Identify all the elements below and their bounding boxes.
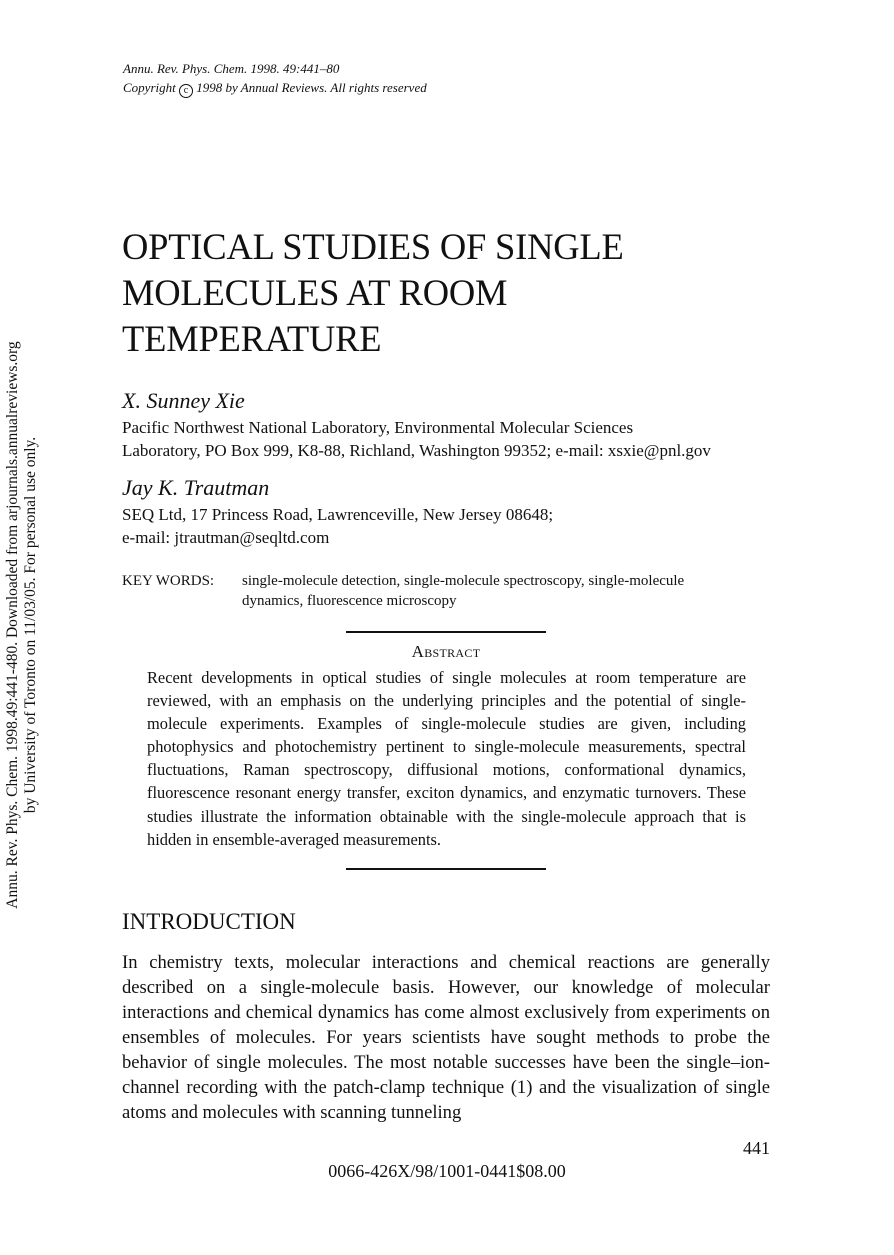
title-line: TEMPERATURE — [122, 318, 382, 359]
title-line: OPTICAL STUDIES OF SINGLE — [122, 226, 624, 267]
article-title — [122, 224, 822, 362]
download-sidebar — [4, 305, 40, 945]
copyright-line — [123, 78, 427, 98]
affiliation-line: Pacific Northwest National Laboratory, Environmental Molecular Sciences — [122, 418, 634, 437]
author-name: Jay K. Trautman — [122, 475, 270, 500]
copyright-label: Copyright — [123, 80, 176, 95]
copyright-text: 1998 by Annual Reviews. All rights reserved — [196, 80, 427, 95]
abstract-bottom-rule — [346, 868, 546, 870]
keywords-label: KEY WORDS: — [122, 573, 215, 589]
affiliation-line: e-mail: jtrautman@seqltd.com — [122, 528, 330, 547]
affiliation-line: SEQ Ltd, 17 Princess Road, Lawrenceville, New Jersey 08648; — [122, 505, 554, 524]
journal-citation: Annu. Rev. Phys. Chem. 1998. 49:441–80 — [123, 61, 340, 76]
keywords-text: single-molecule detection, single-molecule spectroscopy, single-molecule dynamics, fluorescence microscopy — [242, 573, 685, 609]
copyright-symbol: c — [179, 84, 193, 98]
introduction-body: In chemistry texts, molecular interactions and chemical reactions are generally described on a single-molecule basis. However, our knowledge of molecular interactions and chemical dynamics has come almost exclusively from experiments on ensembles of molecules. For years scientists have sought methods to probe the behavior of single molecules. The most notable successes have been the single–ion-channel recording with the patch-clamp technique (1) and the visualization of single atoms and molecules with scanning tunneling — [122, 952, 770, 1123]
journal-header — [123, 59, 427, 98]
abstract-heading: Abstract — [411, 642, 481, 661]
author-name: X. Sunney Xie — [122, 388, 245, 413]
footer-code: 0066-426X/98/1001-0441$08.00 — [328, 1161, 566, 1181]
sidebar-line: by University of Toronto on 11/03/05. For personal use only. — [22, 436, 39, 814]
page-number: 441 — [743, 1138, 770, 1158]
section-heading: INTRODUCTION — [122, 909, 296, 934]
abstract-body: Recent developments in optical studies of single molecules at room temperature are reviewed, with an emphasis on the underlying principles and the potential of single-molecule experiments. Examples of single-molecule studies are given, including photophysics and photochemistry pertinent to single-molecule measurements, spectral fluctuations, Raman spectroscopy, diffusional motions, conformational dynamics, fluorescence resonant energy transfer, exciton dynamics, and enzymatic turnovers. These studies illustrate the information obtainable with the single-molecule approach that is hidden in ensemble-averaged measurements. — [147, 668, 746, 849]
keywords-block — [122, 571, 782, 611]
sidebar-line: Annu. Rev. Phys. Chem. 1998.49:441-480. Downloaded from arjournals.annualreviews.org — [4, 341, 21, 909]
affiliation-line: Laboratory, PO Box 999, K8-88, Richland, Washington 99352; e-mail: xsxie@pnl.gov — [122, 441, 711, 460]
author-affiliation — [122, 416, 782, 462]
author-affiliation — [122, 503, 782, 549]
title-line: MOLECULES AT ROOM — [122, 272, 508, 313]
abstract-top-rule — [346, 631, 546, 633]
